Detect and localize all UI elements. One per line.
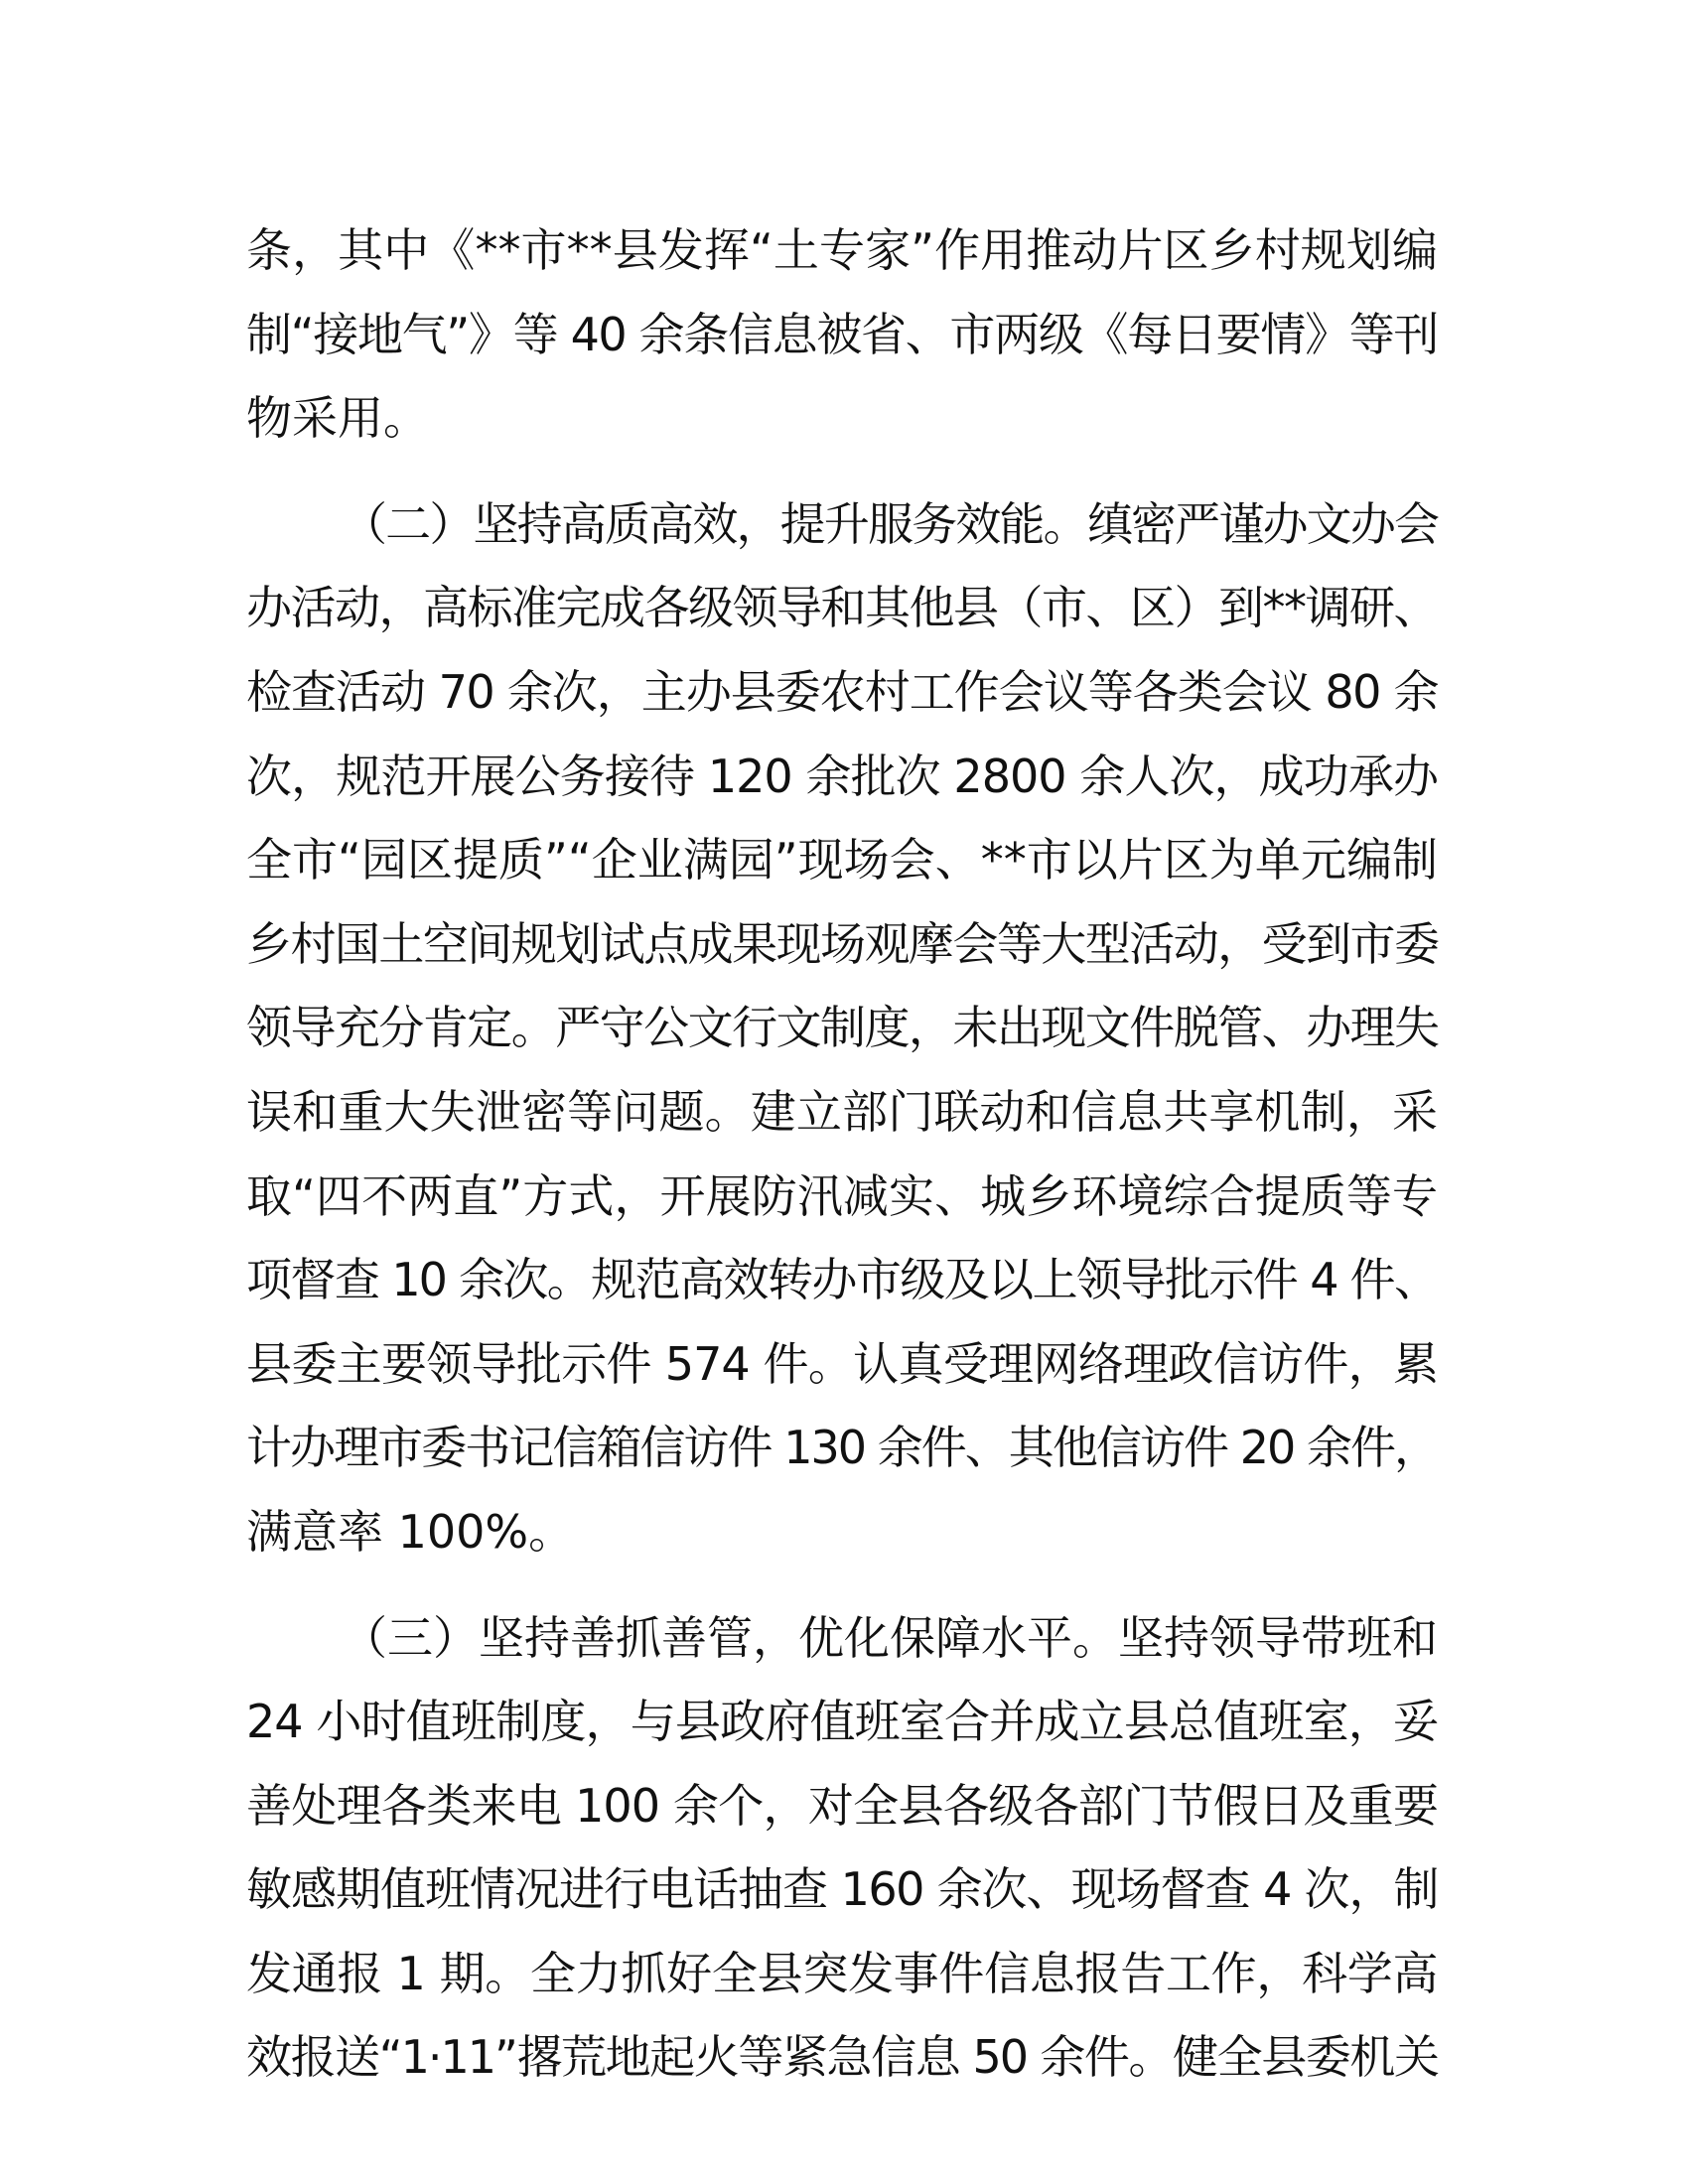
text-line: 领导充分肯定。严守公文行文制度，未出现文件脱管、办理失	[246, 1001, 1438, 1055]
text-line: 计办理市委书记信箱信访件 130 余件、其他信访件 20 余件，	[246, 1421, 1438, 1475]
text-line: 误和重大失泄密等问题。建立部门联动和信息共享机制，采	[246, 1084, 1438, 1139]
text-line: 发通报 1 期。全力抓好全县突发事件信息报告工作，科学高	[246, 1946, 1438, 2000]
text-line: （三）坚持善抓善管，优化保障水平。坚持领导带班和	[342, 1610, 1438, 1665]
text-line: 乡村国土空间规划试点成果现场观摩会等大型活动，受到市委	[246, 916, 1438, 971]
text-line: 取“四不两直”方式，开展防汛减实、城乡环境综合提质等专	[246, 1168, 1438, 1223]
text-line: 效报送“1·11”撂荒地起火等紧急信息 50 余件。健全县委机关	[246, 2030, 1438, 2085]
text-line: 满意率 100%。	[246, 1504, 575, 1559]
text-line: 县委主要领导批示件 574 件。认真受理网络理政信访件，累	[246, 1336, 1438, 1391]
text-line: 办活动，高标准完成各级领导和其他县（市、区）到**调研、	[246, 581, 1438, 635]
text-line: 物采用。	[246, 391, 429, 446]
text-line: 敏感期值班情况进行电话抽查 160 余次、现场督查 4 次，制	[246, 1862, 1438, 1917]
paragraph-1	[246, 208, 1438, 461]
text-line: 项督查 10 余次。规范高效转办市级及以上领导批示件 4 件、	[246, 1253, 1438, 1307]
text-line: （二）坚持高质高效，提升服务效能。缜密严谨办文办会	[342, 496, 1438, 551]
body-text	[246, 208, 1438, 2100]
text-line: 次，规范开展公务接待 120 余批次 2800 余人次，成功承办	[246, 749, 1438, 803]
paragraph-3	[246, 1596, 1438, 2101]
text-line: 检查活动 70 余次，主办县委农村工作会议等各类会议 80 余	[246, 664, 1438, 719]
text-line: 制“接地气”》等 40 余条信息被省、市两级《每日要情》等刊	[246, 307, 1438, 361]
text-line: 24 小时值班制度，与县政府值班室合并成立县总值班室，妥	[246, 1695, 1438, 1749]
text-line: 全市“园区提质”“企业满园”现场会、**市以片区为单元编制	[246, 833, 1438, 887]
text-line: 条，其中《**市**县发挥“土专家”作用推动片区乡村规划编	[246, 223, 1438, 277]
paragraph-2	[246, 482, 1438, 1574]
text-line: 善处理各类来电 100 余个，对全县各级各部门节假日及重要	[246, 1778, 1438, 1833]
